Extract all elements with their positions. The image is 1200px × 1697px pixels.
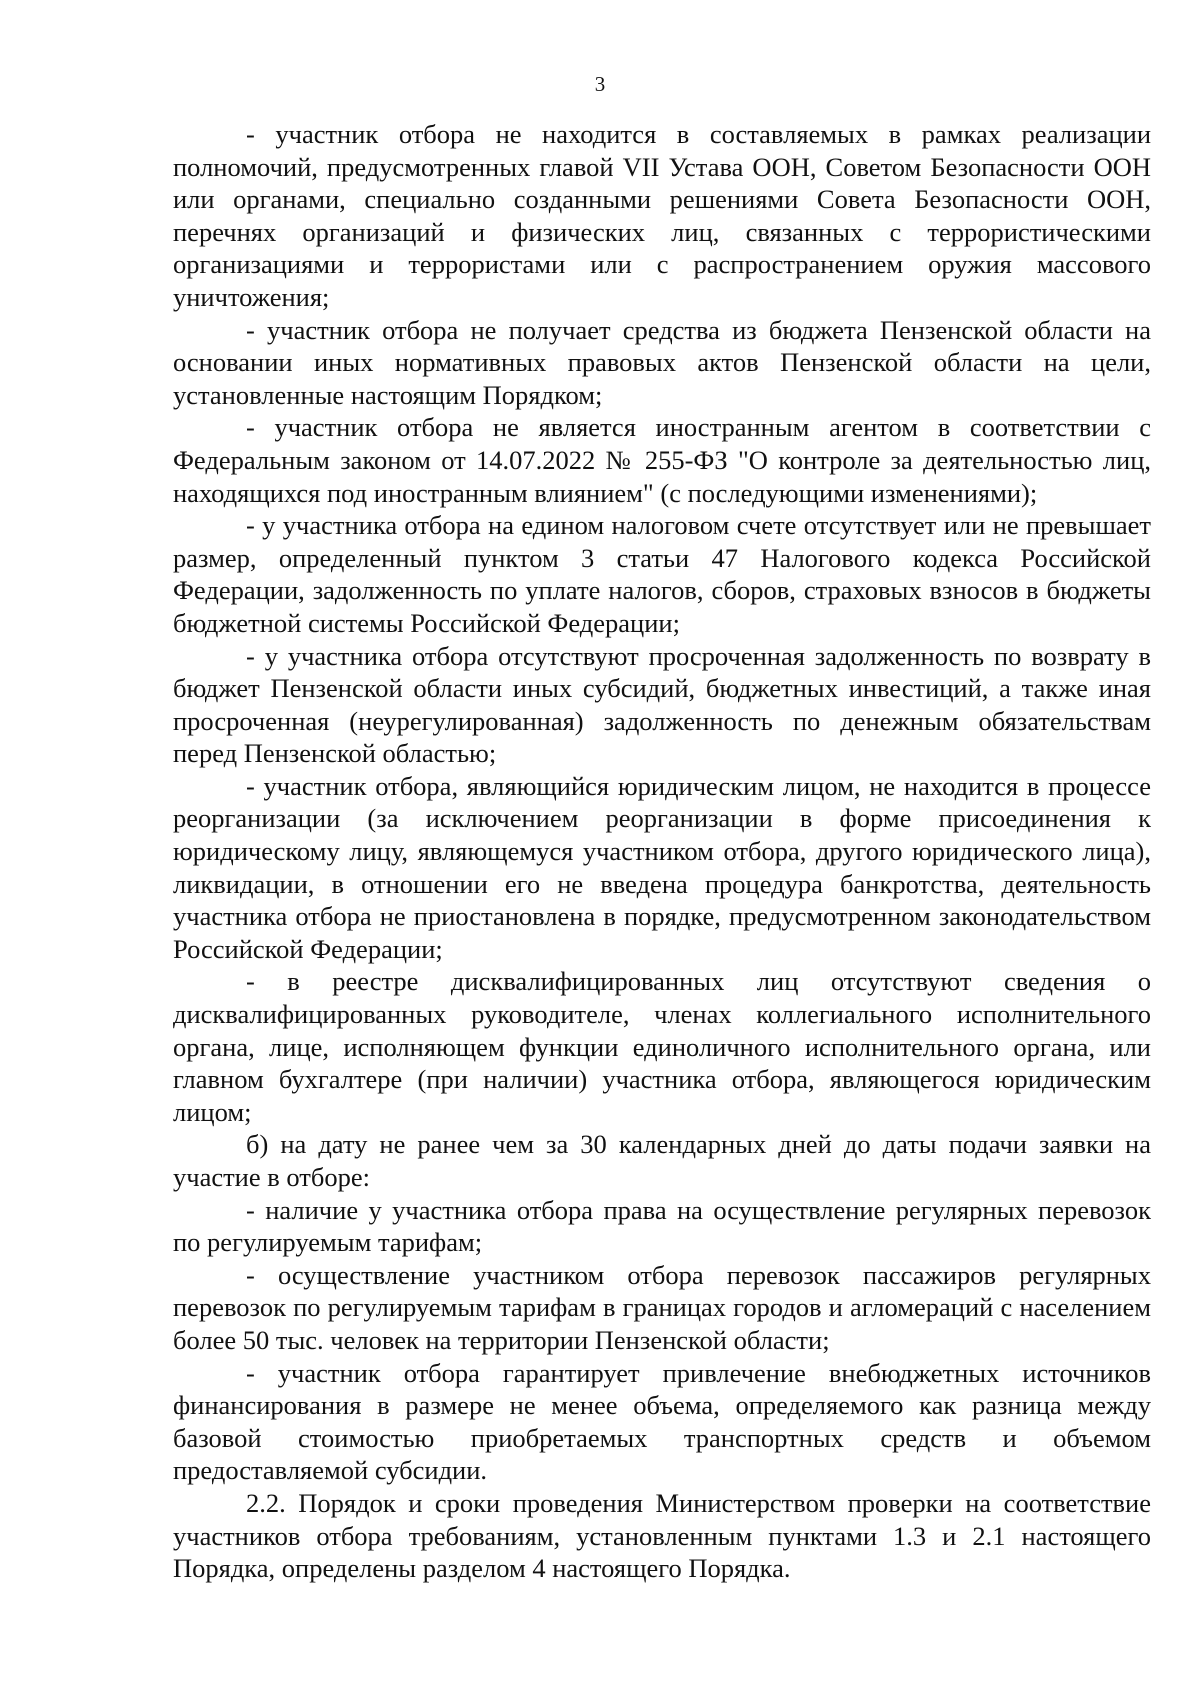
paragraph-requirement-no-reorganization: - участник отбора, являющийся юридическим лицом, не находится в процессе реорганизации (за исключением реорганизации в форме присоединения к юридическому лицу, являющемуся участником отбора, другого юридического лица), ликвидации, в отношении его не введена процедура банкротства, деятельность участника отбора не приостановлена в порядке, предусмотренном законодательством Российской Федерации;	[173, 770, 1151, 964]
paragraph-item-b-date: б) на дату не ранее чем за 30 календарных дней до даты подачи заявки на участие в отборе:	[173, 1129, 1151, 1192]
document-body	[173, 118, 1151, 1585]
paragraph-requirement-extra-budget-funding: - участник отбора гарантирует привлечение внебюджетных источников финансирования в размере не менее объема, определяемого как разница между базовой стоимостью приобретаемых транспортных средств и объемом предоставляемой субсидии.	[173, 1357, 1151, 1486]
page-number: 3	[594, 72, 606, 96]
paragraph-requirement-not-foreign-agent: - участник отбора не является иностранным агентом в соответствии с Федеральным законом от 14.07.2022 № 255-ФЗ "О контроле за деятельностью лиц, находящихся под иностранным влиянием" (с последующими изменениями);	[173, 412, 1151, 508]
paragraph-requirement-un-lists: - участник отбора не находится в составляемых в рамках реализации полномочий, предусмотренных главой VII Устава ООН, Советом Безопасности ООН или органами, специально созданными решениями Совета Безопасности ООН, перечнях организаций и физических лиц, связанных с террористическими организациями и террористами или с распространением оружия массового уничтожения;	[173, 119, 1151, 312]
paragraph-requirement-tax-debt: - у участника отбора на едином налоговом счете отсутствует или не превышает размер, определенный пунктом 3 статьи 47 Налогового кодекса Российской Федерации, задолженность по уплате налогов, сборов, страховых взносов в бюджеты бюджетной системы Российской Федерации;	[173, 510, 1151, 638]
paragraph-requirement-transport-rights: - наличие у участника отбора права на осуществление регулярных перевозок по регулируемым тарифам;	[173, 1194, 1151, 1258]
paragraph-requirement-disqualified-persons: - в реестре дисквалифицированных лиц отсутствуют сведения о дисквалифицированных руководителе, членах коллегиального исполнительного органа, лице, исполняющем функции единоличного исполнительного органа, или главном бухгалтере (при наличии) участника отбора, являющегося юридическим лицом;	[173, 966, 1151, 1127]
paragraph-section-2-2: 2.2. Порядок и сроки проведения Министерством проверки на соответствие участников отбора требованиям, установленным пунктами 1.3 и 2.1 настоящего Порядка, определены разделом 4 настоящего Порядка.	[173, 1487, 1151, 1584]
paragraph-requirement-no-budget-funds: - участник отбора не получает средства из бюджета Пензенской области на основании иных нормативных правовых актов Пензенской области на цели, установленные настоящим Порядком;	[173, 314, 1151, 410]
paragraph-requirement-overdue-debt: - у участника отбора отсутствуют просроченная задолженность по возврату в бюджет Пензенской области иных субсидий, бюджетных инвестиций, а также иная просроченная (неурегулированная) задолженность по денежным обязательствам перед Пензенской областью;	[173, 640, 1151, 769]
paragraph-requirement-passenger-transport: - осуществление участником отбора перевозок пассажиров регулярных перевозок по регулируемым тарифам в границах городов и агломераций с населением более 50 тыс. человек на территории Пензенской области;	[173, 1259, 1151, 1355]
